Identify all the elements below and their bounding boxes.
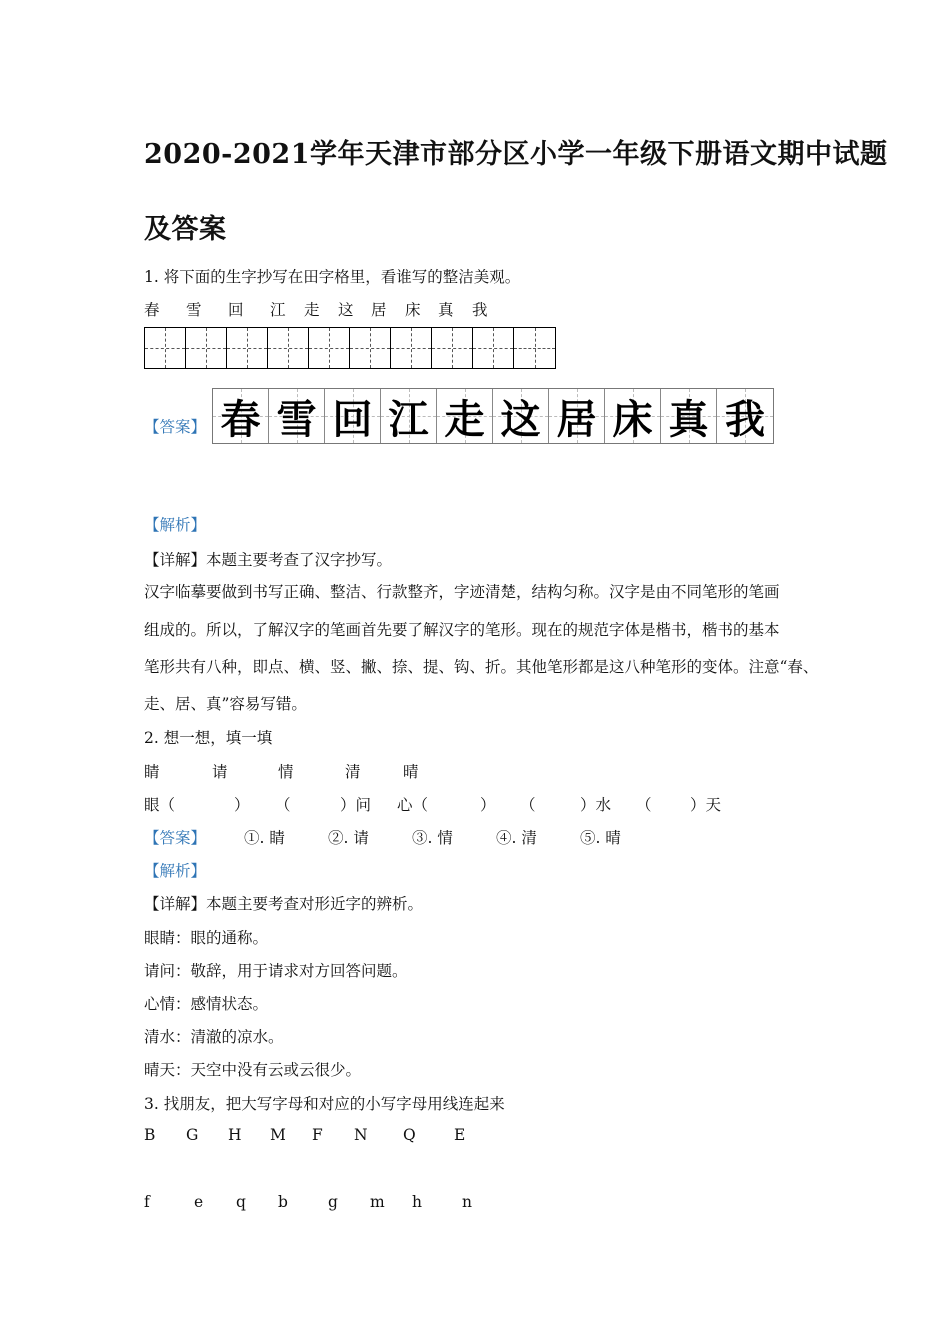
q1-prompt: 1. 将下面的生字抄写在田字格里，看谁写的整洁美观。 xyxy=(144,268,521,286)
q3-upper-letter[interactable]: Q xyxy=(403,1126,416,1144)
q1-paragraph-line: 组成的。所以，了解汉字的笔画首先要了解汉字的笔形。现在的规范字体是楷书，楷书的基本 xyxy=(144,621,780,639)
q2-fill-close: ） xyxy=(234,796,250,814)
q2-answer-row xyxy=(0,826,950,848)
grid-cell[interactable] xyxy=(309,328,350,368)
answer-cell: 雪 xyxy=(269,389,325,443)
grid-cell[interactable] xyxy=(186,328,227,368)
answer-cell: 床 xyxy=(605,389,661,443)
q2-answer: ③. 情 xyxy=(412,829,453,847)
grid-cell[interactable] xyxy=(268,328,309,368)
grid-cell[interactable] xyxy=(227,328,268,368)
q2-fill-open: （ xyxy=(636,796,652,814)
q1-character-row xyxy=(0,298,950,320)
q2-answer-label: 【答案】 xyxy=(144,829,207,847)
document-title-line-1: 2020-2021学年天津市部分区小学一年级下册语文期中试题 xyxy=(144,139,888,170)
grid-cell[interactable] xyxy=(473,328,514,368)
q1-char: 我 xyxy=(472,301,488,319)
q2-fill-row xyxy=(0,793,950,815)
q3-upper-letter[interactable]: E xyxy=(454,1126,466,1144)
answer-cell: 走 xyxy=(437,389,493,443)
q3-lower-letter[interactable]: m xyxy=(370,1193,385,1211)
q2-fill-close: ）天 xyxy=(690,796,722,814)
grid-cell[interactable] xyxy=(350,328,391,368)
answer-cell: 回 xyxy=(325,389,381,443)
q2-fill-close: ）问 xyxy=(340,796,372,814)
answer-cell: 真 xyxy=(661,389,717,443)
grid-cell[interactable] xyxy=(432,328,473,368)
document-title-line-2: 及答案 xyxy=(144,214,227,245)
q2-explanation: 眼睛：眼的通称。 xyxy=(144,929,269,947)
q2-option: 晴 xyxy=(403,763,419,781)
q1-paragraph-line: 笔形共有八种，即点、横、竖、撇、捺、提、钩、折。其他笔形都是这八种笔形的变体。注意“春、 xyxy=(144,658,819,676)
q3-upper-letter[interactable]: B xyxy=(144,1126,156,1144)
answer-cell: 春 xyxy=(213,389,269,443)
q1-char: 春 xyxy=(144,301,160,319)
q2-explanation: 心情：感情状态。 xyxy=(144,995,269,1013)
answer-cell: 我 xyxy=(717,389,773,443)
q2-option: 情 xyxy=(278,763,294,781)
q2-answer: ①. 睛 xyxy=(244,829,285,847)
answer-cell: 江 xyxy=(381,389,437,443)
grid-cell[interactable] xyxy=(145,328,186,368)
q2-detail: 【详解】本题主要考查对形近字的辨析。 xyxy=(144,895,424,913)
q2-answer: ②. 请 xyxy=(328,829,369,847)
q3-upper-letter[interactable]: H xyxy=(228,1126,242,1144)
q2-answer: ④. 清 xyxy=(496,829,537,847)
answer-cell: 这 xyxy=(493,389,549,443)
q1-char: 回 xyxy=(228,301,244,319)
q1-paragraph-line: 汉字临摹要做到书写正确、整洁、行款整齐，字迹清楚，结构匀称。汉字是由不同笔形的笔画 xyxy=(144,583,780,601)
q2-explanation: 清水：清澈的凉水。 xyxy=(144,1028,284,1046)
q3-lowercase-row xyxy=(0,1193,950,1215)
q3-lower-letter[interactable]: f xyxy=(144,1193,150,1211)
q1-char: 居 xyxy=(371,301,387,319)
tianzige-writing-grid[interactable] xyxy=(144,327,556,369)
q2-fill-open: （ xyxy=(275,796,291,814)
q3-lower-letter[interactable]: g xyxy=(328,1193,338,1211)
q3-upper-letter[interactable]: F xyxy=(312,1126,323,1144)
q3-uppercase-row xyxy=(0,1126,950,1148)
q1-detail: 【详解】本题主要考查了汉字抄写。 xyxy=(144,551,393,569)
q2-prompt: 2. 想一想，填一填 xyxy=(144,729,273,747)
q2-explanation: 请问：敬辞，用于请求对方回答问题。 xyxy=(144,962,408,980)
q3-lower-letter[interactable]: b xyxy=(278,1193,288,1211)
q2-fill-close: ）水 xyxy=(580,796,612,814)
q1-char: 这 xyxy=(338,301,354,319)
q2-fill-open: 眼（ xyxy=(144,796,176,814)
grid-cell[interactable] xyxy=(391,328,432,368)
q2-option-row xyxy=(0,760,950,782)
q1-char: 床 xyxy=(405,301,421,319)
grid-cell[interactable] xyxy=(514,328,555,368)
q1-char: 真 xyxy=(438,301,454,319)
q3-lower-letter[interactable]: h xyxy=(412,1193,422,1211)
q3-upper-letter[interactable]: N xyxy=(354,1126,368,1144)
q2-explanation: 晴天：天空中没有云或云很少。 xyxy=(144,1061,362,1079)
q2-answer: ⑤. 晴 xyxy=(580,829,621,847)
q3-prompt: 3. 找朋友，把大写字母和对应的小写字母用线连起来 xyxy=(144,1095,505,1113)
q2-analysis-label: 【解析】 xyxy=(144,862,207,880)
q1-analysis-label: 【解析】 xyxy=(144,516,207,534)
answer-cell: 居 xyxy=(549,389,605,443)
q1-char: 走 xyxy=(304,301,320,319)
q2-option: 请 xyxy=(212,763,228,781)
q2-fill-open: 心（ xyxy=(397,796,429,814)
q1-paragraph-line: 走、居、真”容易写错。 xyxy=(144,695,307,713)
q1-char: 雪 xyxy=(186,301,202,319)
q3-upper-letter[interactable]: G xyxy=(186,1126,199,1144)
q1-answer-grid xyxy=(212,388,774,444)
q1-char: 江 xyxy=(270,301,286,319)
q3-lower-letter[interactable]: n xyxy=(462,1193,472,1211)
q3-lower-letter[interactable]: q xyxy=(236,1193,246,1211)
q2-fill-open: （ xyxy=(520,796,536,814)
q1-answer-label: 【答案】 xyxy=(144,418,207,436)
q3-upper-letter[interactable]: M xyxy=(270,1126,286,1144)
q2-option: 睛 xyxy=(144,763,160,781)
q3-lower-letter[interactable]: e xyxy=(194,1193,204,1211)
q2-fill-close: ） xyxy=(480,796,496,814)
q2-option: 清 xyxy=(345,763,361,781)
